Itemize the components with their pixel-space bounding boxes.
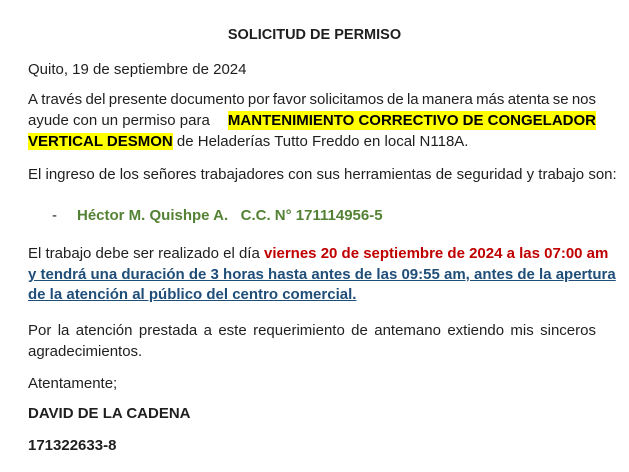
word: través — [41, 91, 83, 108]
word: extiendo — [447, 322, 505, 339]
highlight-service-b: VERTICAL DESMON — [28, 133, 173, 150]
word: documento — [170, 91, 245, 108]
highlight-service-a: MANTENIMIENTO CORRECTIVO DE CONGELADOR — [227, 112, 596, 129]
paragraph-request-line3 — [28, 132, 596, 151]
word: más — [476, 91, 505, 108]
paragraph-workers: El ingreso de los señores trabajadores con sus herramientas de seguridad y trabajo son: — [28, 166, 617, 183]
closing: Atentamente; — [28, 375, 118, 392]
word: requerimiento — [253, 322, 345, 339]
word: atención — [75, 322, 133, 339]
word: a — [203, 322, 212, 339]
word: favor — [272, 91, 307, 108]
word: del — [85, 91, 106, 108]
word: la — [57, 322, 70, 339]
document-title: SOLICITUD DE PERMISO — [227, 27, 402, 43]
paragraph-request-line2 — [28, 111, 596, 130]
word: de — [351, 322, 368, 339]
word: atenta — [507, 91, 550, 108]
word: este — [218, 322, 247, 339]
word: por — [247, 91, 270, 108]
word: se — [552, 91, 569, 108]
word: A — [28, 91, 39, 108]
paragraph-schedule-line1 — [28, 244, 609, 263]
word: antemano — [374, 322, 441, 339]
word: solicitamos — [309, 91, 384, 108]
request-text: ayude con un permiso para — [28, 112, 210, 129]
paragraph-schedule-line2 — [28, 265, 616, 284]
word: presente — [108, 91, 168, 108]
paragraph-thanks-line2: agradecimientos. — [28, 343, 143, 360]
word: mis — [510, 322, 534, 339]
schedule-text: El trabajo debe ser realizado el día — [28, 245, 264, 262]
word: de — [386, 91, 404, 108]
schedule-duration: y tendrá una duración de 3 horas hasta antes de las 09:55 am, antes de la apertura — [28, 266, 616, 283]
word: manera — [421, 91, 473, 108]
schedule-date: viernes 20 de septiembre de 2024 a las 07:00 am — [263, 245, 609, 262]
paragraph-thanks-line1 — [28, 321, 596, 340]
bullet-dash: - — [52, 207, 57, 224]
word: sinceros — [540, 322, 596, 339]
request-location: de Heladerías Tutto Freddo en local N118A. — [172, 133, 469, 150]
place-date: Quito, 19 de septiembre de 2024 — [28, 61, 247, 78]
paragraph-schedule-line3 — [28, 285, 596, 304]
word: Por — [28, 322, 52, 339]
paragraph-request-line1 — [28, 90, 596, 109]
word: la — [406, 91, 419, 108]
worker-name: Héctor M. Quishpe A. C.C. N° 171114956-5 — [77, 207, 383, 224]
signer-id: 171322633-8 — [28, 437, 117, 454]
word: nos — [571, 91, 596, 108]
word: prestada — [138, 322, 198, 339]
signer-name: DAVID DE LA CADENA — [28, 405, 191, 422]
schedule-duration-end: de la atención al público del centro comercial. — [28, 286, 357, 303]
